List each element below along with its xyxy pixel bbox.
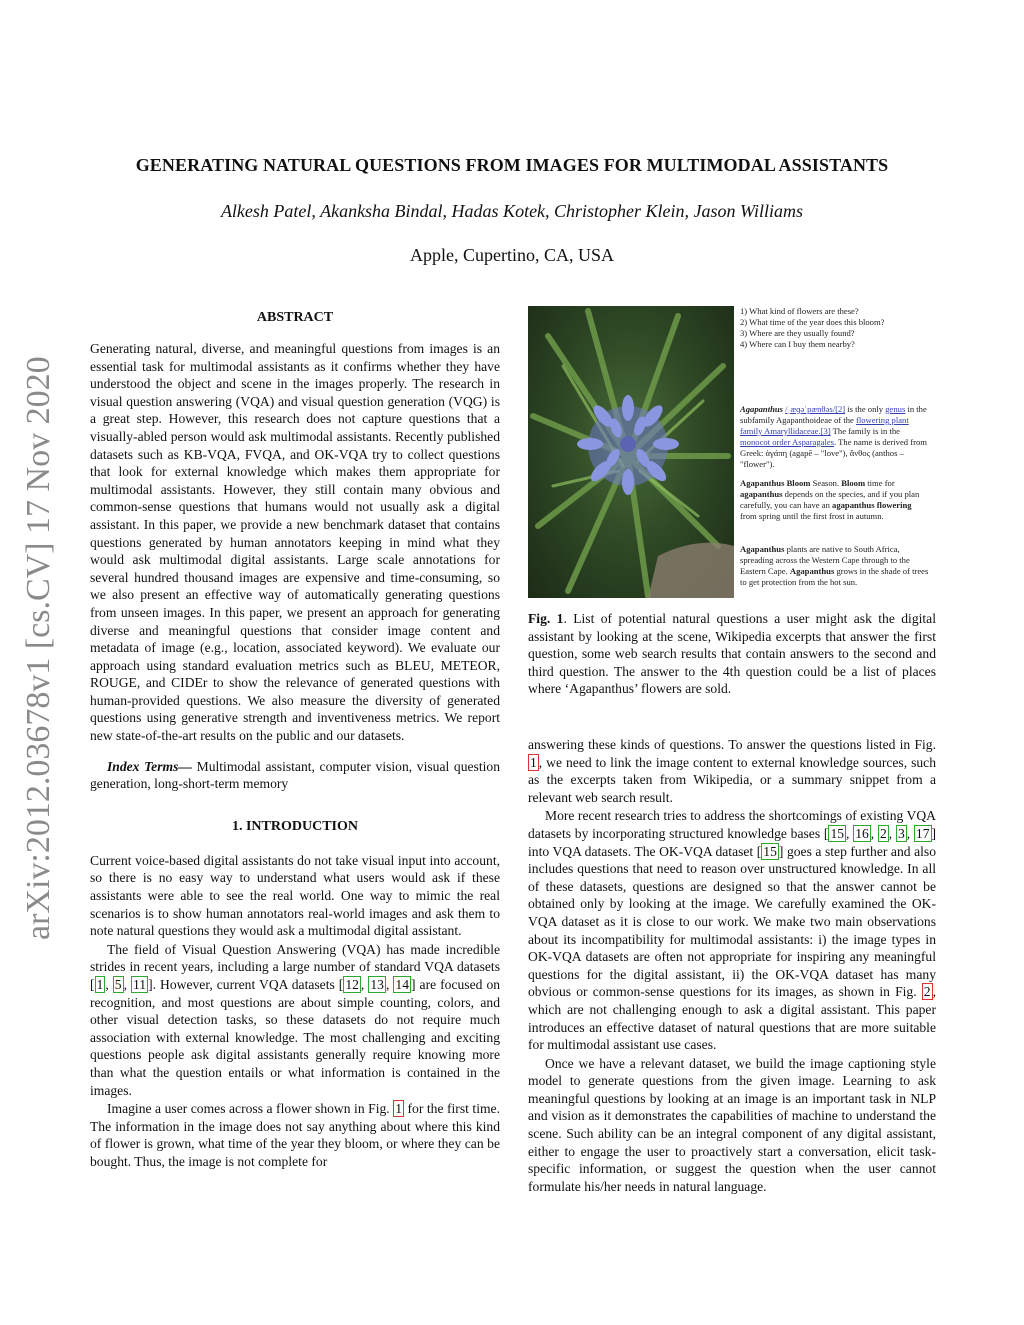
- question-item: 2) What time of the year does this bloom?: [740, 317, 885, 327]
- snippet-bold: Bloom: [841, 478, 866, 488]
- figure-link[interactable]: 1: [530, 754, 537, 770]
- flowering-plant-link[interactable]: flowering plant family Amaryllidaceae: [740, 415, 909, 436]
- right-p1-text-rest: , we need to link the image content to external knowledge sources, such as the excerpts taken from Wikipedia, or a summary snippet from a relevant web search result.: [528, 754, 936, 805]
- search-snippet-native: [740, 544, 930, 588]
- snippet-text: from spring until the first frost in autumn.: [740, 511, 884, 521]
- right-column: [528, 736, 936, 1195]
- flower-illustration: [528, 306, 734, 598]
- snippet-bold: Agapanthus: [740, 544, 785, 554]
- snippet-bold: agapanthus: [740, 489, 783, 499]
- intro-p3-text-rest: for the first time. The information in the image does not say anything about where this kind of flower is grown, what time of the year they bloom, or where they can be bought. Thus, the image is not complete for: [90, 1101, 500, 1169]
- snippet-bold: agapanthus flowering: [832, 500, 912, 510]
- right-paragraph-1: [528, 736, 936, 806]
- author-list: Alkesh Patel, Akanksha Bindal, Hadas Kotek, Christopher Klein, Jason Williams: [220, 201, 804, 221]
- right-paragraph-3: Once we have a relevant dataset, we build the image captioning style model to generate questions from the given image. Learning to ask meaningful questions by looking at an image is an important task in NLP and vision as it demonstrates the capabilities of machine to understand the scene. Such ability can be an integral component of any digital assistant, either to engage the user to proactively start a conversation, elicit task-specific information, or suggest the question when the user cannot formulate his/her needs in natural language.: [528, 1055, 936, 1194]
- caption-label: Fig. 1: [528, 611, 564, 626]
- monocot-link[interactable]: monocot order Asparagales: [740, 437, 835, 447]
- arxiv-stamp: arXiv:2012.03678v1 [cs.CV] 17 Nov 2020: [20, 356, 57, 940]
- snippet-text: plants are native to South Africa, spreading across the Western Cape through to the Eastern Cape.: [740, 544, 910, 576]
- paper-title: GENERATING NATURAL QUESTIONS FROM IMAGES FOR MULTIMODAL ASSISTANTS: [135, 155, 889, 175]
- intro-paragraph-3: [90, 1100, 500, 1170]
- index-terms-label: Index Terms—: [107, 758, 192, 774]
- right-p2-text-rest: ] goes a step further and also includes questions that need to reason over unstructured knowledge. In all of these datasets, questions are designed so that the answer cannot be obtained only by looking at the image. We carefully examined the OK-VQA dataset as it is close to our work. We make two main observations about its incompatibility for multimodal assistants: i) the image types in OK-VQA datasets are often not appropriate for inspiring any meaningful questions for the digital assistant, ii) the OK-VQA dataset has many obvious or common-sense questions for its images, as shown in Fig.: [528, 843, 936, 1000]
- caption-text: . List of potential natural questions a user might ask the digital assistant by looking at the scene, Wikipedia excerpts that answer the first question, some web search results that contain answers to the second and third question. The answer to the 4th question could be a list of places where ‘Agapanthus’ flowers are sold.: [528, 611, 936, 697]
- wiki-text: The family is in the: [830, 426, 900, 436]
- agapanthus-photo: [528, 306, 734, 598]
- intro-p3-text-a: Imagine a user comes across a flower shown in Fig.: [107, 1101, 394, 1117]
- affiliation: Apple, Cupertino, CA, USA: [410, 245, 614, 265]
- wiki-text: is the only: [845, 404, 886, 414]
- index-terms-text: Multimodal assistant, computer vision, visual question generation, long-short-term memory: [90, 758, 500, 792]
- citation-link[interactable]: 16: [855, 825, 869, 841]
- snippet-text: time for: [865, 478, 895, 488]
- intro-paragraph-2: The field of Visual Question Answering (VQA) has made incredible strides in recent years, including a large number of standard VQA datasets [ 1 , 5 , 11 ]. However, current VQA datasets [ 12 , 13 , 14 ] are focused on recognition, and most questions are about simple counting, colors, and other visual detection tasks, so these datasets do not require much association with external knowledge. The most challenging and exciting questions people ask digital assistants generally require knowing more than what the question entails or what information is contained in the images.: [90, 941, 501, 1098]
- abstract-heading: ABSTRACT: [256, 310, 334, 325]
- abstract-text: Generating natural, diverse, and meaningful questions from images is an essential task for multimodal assistants as it confirms whether they have understood the object and scene in the images properly. The research in visual question answering (VQA) and visual question generation (VQG) is a great step. However, this research does not capture questions that a visually-abled person would ask multimodal assistants. Recently published datasets such as KB-VQA, FVQA, and OK-VQA try to collect questions that look for external knowledge which makes them appropriate for multimodal assistants. However, they still contain many obvious and common-sense questions that humans would not usually ask a digital assistant. In this paper, we provide a new benchmark dataset that contains questions generated by human annotators keeping in mind what they would ask multimodal digital assistants. Large scale annotations for several hundred thousand images are expensive and time-consuming, so we also present an effective way of automatically generating questions from unseen images. In this paper, we present an approach for generating diverse and meaningful questions that consider image content and metadata of image (e.g., location, associated keyword). We evaluate our approach using standard evaluation metrics such as BLEU, METEOR, ROUGE, and CIDEr to show the relevance of generated questions with human-provided questions. We also measure the diversity of generated questions using generative strength and inventiveness metrics. We report new state-of-the-art results on the public and our datasets.: [90, 341, 500, 744]
- snippet-text: depends on the species, and if you plan carefully, you can have an: [740, 489, 920, 510]
- intro-paragraph-1: Current voice-based digital assistants do not take visual input into account, so there is no easy way to understand what users would ask if these assistants were able to see the real world. One way to mimic the real scenarios is to show human annotators real-world images and ask them to note natural questions they would ask a multimodal digital assistant.: [90, 852, 500, 939]
- introduction-heading: 1. INTRODUCTION: [231, 818, 358, 834]
- right-p2-text-b: ] into VQA datasets. The OK-VQA dataset [: [528, 825, 937, 859]
- question-item: 4) Where can I buy them nearby?: [740, 339, 855, 349]
- citation-link[interactable]: 2: [879, 825, 887, 841]
- intro-p2-text-b: ]. However, current VQA datasets [: [148, 977, 344, 992]
- figure-1: [528, 306, 936, 602]
- wiki-text: in the subfamily Agapanthoideae of the: [740, 404, 927, 425]
- citation-link[interactable]: 17: [915, 825, 930, 841]
- citation-link[interactable]: 5: [114, 977, 122, 992]
- figure-link[interactable]: 1: [395, 1101, 402, 1117]
- right-p1-text-a: answering these kinds of questions. To answer the questions listed in Fig.: [528, 737, 936, 752]
- question-item: 3) Where are they usually found?: [740, 328, 855, 338]
- right-paragraph-2: More recent research tries to address the shortcomings of existing VQA datasets by incorporating structured knowledge bases [ 15 , 16 , 2 , 3 , 17 ] into VQA datasets. The OK-VQA dataset [ 15 ] goes a step further and also includes questions that need to reason over unstructured knowledge. In all of these datasets, questions are designed so that the answer cannot be obtained only by looking at the image. We carefully examined the OK-VQA dataset as it is close to our work. We make two main observations about its incompatibility for multimodal assistants: i) the image types in OK-VQA datasets are often not appropriate for inspiring any meaningful questions for the digital assistant, ii) the OK-VQA dataset has many obvious or common-sense questions for its images, as shown in Fig. 2 , which are not challenging enough to ask a digital assistant. This paper introduces an effective dataset of natural questions that are more suitable for multimodal assistant use cases.: [528, 808, 937, 1053]
- intro-p2-text-rest: ] are focused on recognition, and most questions are about simple counting, colors, and other visual detection tasks, so these datasets do not require much association with external knowledge. The most challenging and exciting questions people ask digital assistants generally require knowing more than what the question entails or what information is contained in the images.: [90, 977, 501, 1098]
- genus-link[interactable]: genus: [885, 404, 906, 414]
- snippet-text: grows in the shade of trees to get protection from the hot sun.: [740, 566, 929, 587]
- intro-p2-text-a: The field of Visual Question Answering (VQA) has made incredible strides in recent years, including a large number of standard VQA datasets [: [90, 941, 500, 992]
- reference-link[interactable]: .[3]: [818, 426, 831, 436]
- citation-link[interactable]: 12: [345, 977, 359, 992]
- figure-link[interactable]: 2: [923, 984, 931, 1000]
- citation-link[interactable]: 3: [897, 825, 905, 841]
- snippet-bold: Agapanthus Bloom: [740, 478, 811, 488]
- citation-link[interactable]: 11: [133, 977, 147, 992]
- search-snippet-bloom: [740, 478, 930, 522]
- left-column: [90, 310, 500, 1171]
- right-p2-text-a: More recent research tries to address the shortcomings of existing VQA datasets by incorporating structured knowledge bases [: [528, 808, 936, 841]
- wiki-term: Agapanthus: [740, 404, 783, 414]
- citation-link[interactable]: 15: [830, 825, 845, 841]
- citation-link[interactable]: 1: [96, 977, 104, 992]
- citation-link[interactable]: 13: [370, 977, 384, 992]
- question-list: [740, 306, 936, 350]
- right-p2-text-end: , which are not challenging enough to ask a digital assistant. This paper introduces an effective dataset of natural questions that are more suitable for multimodal assistant use cases.: [528, 984, 936, 1053]
- question-item: 1) What kind of flowers are these?: [740, 306, 859, 316]
- index-terms: [90, 758, 500, 793]
- citation-link[interactable]: 15: [763, 843, 777, 859]
- wikipedia-excerpt: [740, 404, 930, 470]
- citation-link[interactable]: 14: [395, 977, 409, 992]
- pronunciation-link[interactable]: /ˌæɡəˈpænθəs/[2]: [785, 404, 846, 414]
- figure-caption: [528, 610, 936, 698]
- snippet-text: Season.: [810, 478, 842, 488]
- wiki-text: . The name is derived from Greek: ἀγάπη (agapē – "love"), ἄνθος (anthos – "flower").: [740, 437, 927, 469]
- snippet-bold: Agapanthus: [789, 566, 835, 576]
